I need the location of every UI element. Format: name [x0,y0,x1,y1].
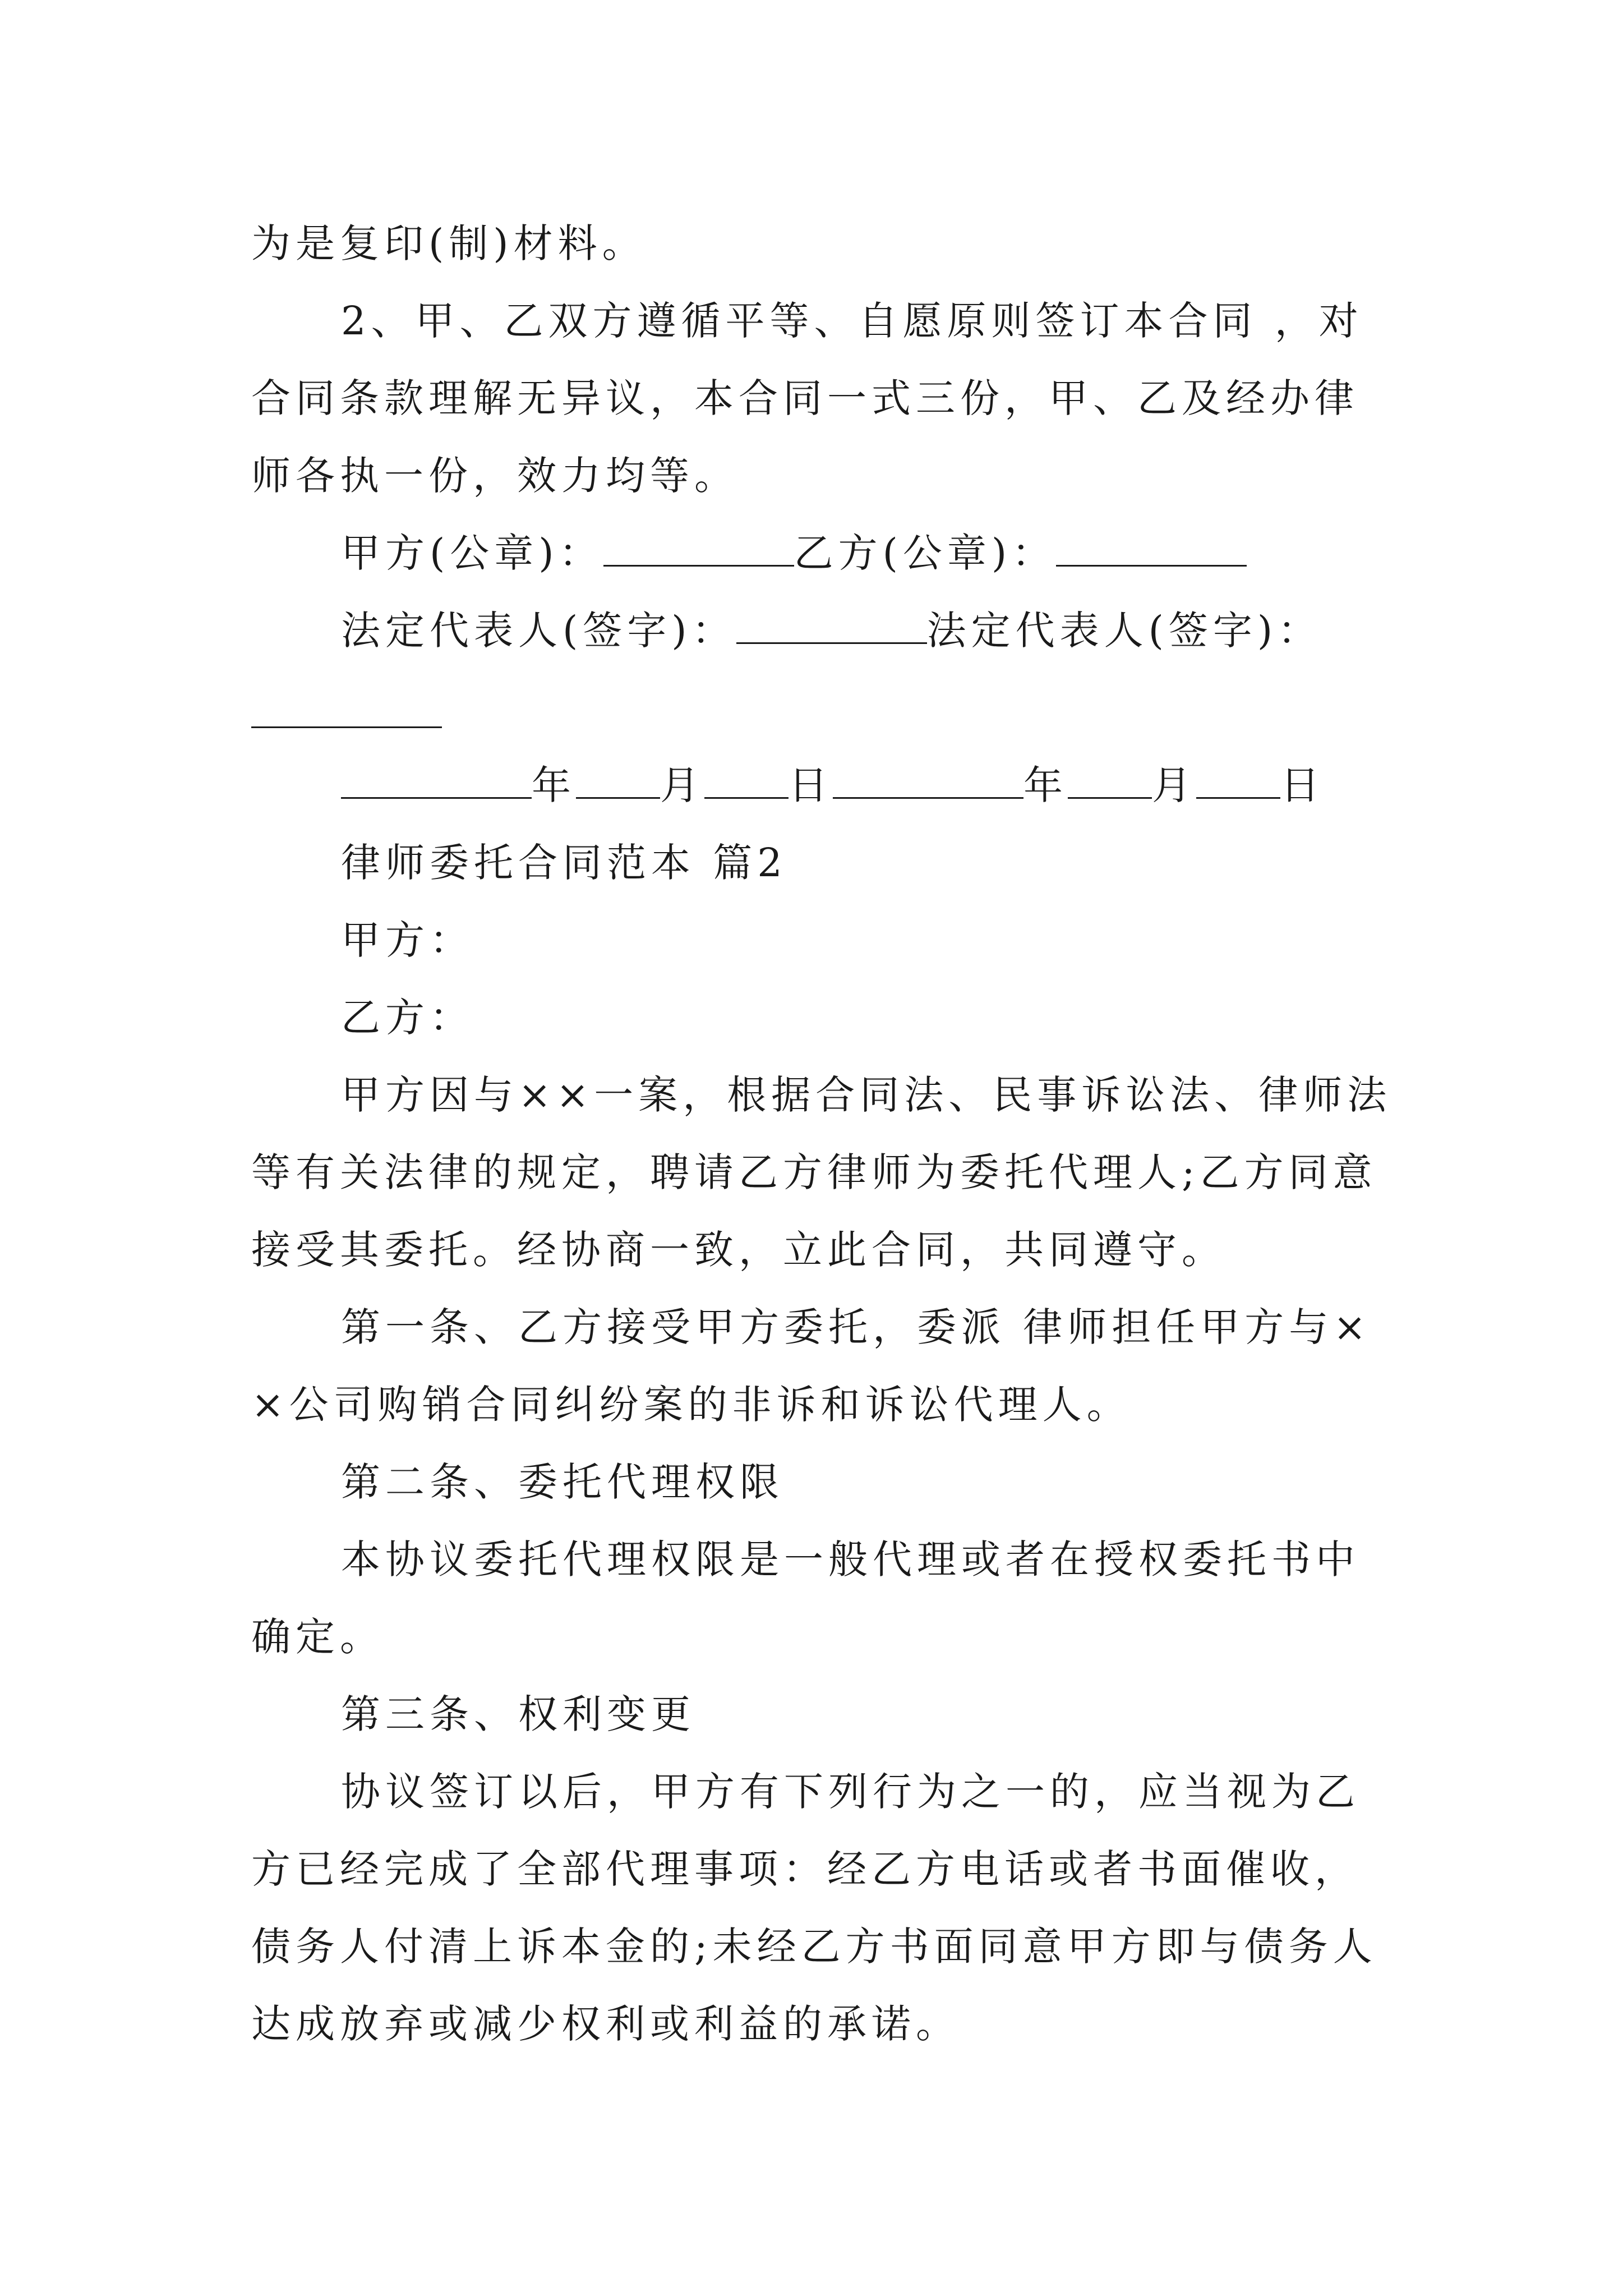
month-label-b: 月 [1152,762,1196,808]
legal-rep-b-label: 法定代表人(签字)： [926,608,1322,654]
party-a-seal-blank [603,530,794,567]
month-blank-a [576,762,660,799]
day-label-a: 日 [789,762,833,808]
article-3-body: 协议签订以后，甲方有下列行为之一的，应当视为乙方已经完成了全部代理事项：经乙方电话或者书面催收，债务人付清上诉本金的;未经乙方书面同意甲方即与债务人达成放弃或减少权利或利益的承诺。 [251,1769,1377,2047]
seal-line [251,514,1395,592]
date-line [251,747,1395,824]
party-b-line: 乙方： [341,995,474,1041]
year-label-a: 年 [532,762,576,808]
year-label-b: 年 [1023,762,1068,808]
legal-rep-b-blank [251,680,442,728]
legal-rep-a-blank [736,608,927,644]
party-a-line: 甲方： [341,917,474,963]
article-1: 第一条、乙方接受甲方委托，委派 律师担任甲方与××公司购销合同纠纷案的非诉和诉讼代理人。 [251,1304,1371,1428]
day-blank-a [704,762,789,799]
year-blank-a [341,762,532,799]
document-body [251,205,1395,2063]
year-blank-b [833,762,1023,799]
article-3-heading: 第三条、权利变更 [341,1691,695,1737]
day-label-b: 日 [1280,762,1325,808]
article-2-body: 本协议委托代理权限是一般代理或者在授权委托书中确定。 [251,1536,1360,1660]
paragraph-continued: 为是复印(制)材料。 [251,220,647,266]
month-label-a: 月 [660,762,704,808]
paragraph-copies-clause: 2、甲、乙双方遵循平等、自愿原则签订本合同 ，对合同条款理解无异议，本合同一式三份，甲、乙及经办律师各执一份，效力均等。 [251,298,1363,499]
article-2-heading: 第二条、委托代理权限 [341,1459,784,1505]
legal-rep-a-label: 法定代表人(签字)： [341,608,736,654]
party-b-seal-blank [1056,530,1247,567]
legal-rep-b-blank-line [251,680,1395,747]
paragraph-preamble: 甲方因与××一案，根据合同法、民事诉讼法、律师法等有关法律的规定，聘请乙方律师为委托代理人;乙方同意接受其委托。经协商一致，立此合同，共同遵守。 [251,1072,1392,1273]
party-b-seal-label: 乙方(公章)： [794,530,1057,576]
day-blank-b [1196,762,1280,799]
party-a-seal-label: 甲方(公章)： [341,530,603,576]
legal-rep-line [251,592,1395,669]
section-title: 律师委托合同范本 篇2 [341,840,787,886]
month-blank-b [1068,762,1152,799]
